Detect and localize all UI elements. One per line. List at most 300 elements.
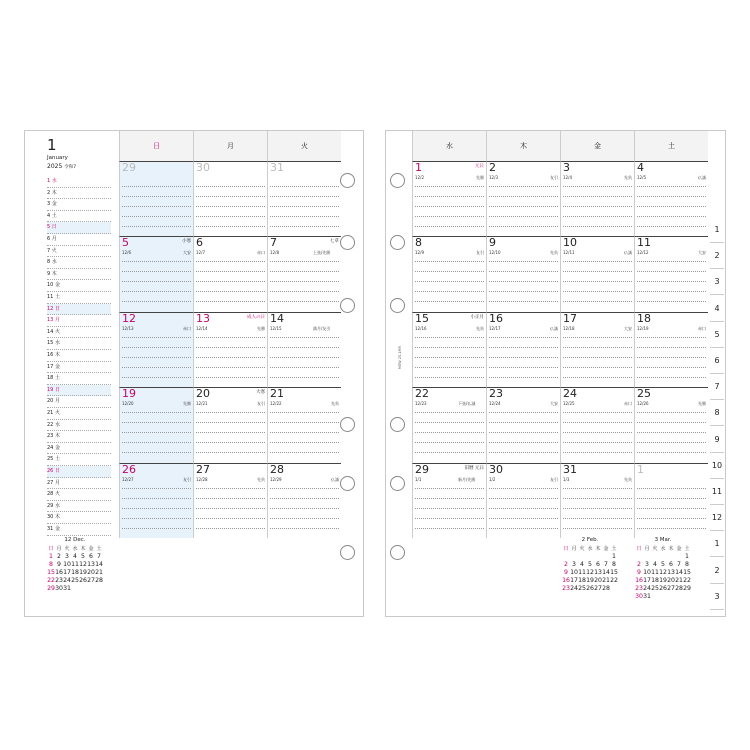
ruled-line xyxy=(489,206,558,207)
day-list-item: 28 火 xyxy=(47,489,111,501)
month-tab[interactable]: 2 xyxy=(710,243,724,269)
mini-calendar-weekday: 火 xyxy=(64,546,70,552)
ruled-line xyxy=(122,432,191,433)
mini-calendar-day: 20 xyxy=(87,569,95,576)
ruled-line xyxy=(122,518,191,519)
day-list-item: 13 月 xyxy=(47,315,111,327)
ruled-line xyxy=(563,206,632,207)
lunar-date: 12/10 xyxy=(489,250,501,256)
ruled-line xyxy=(270,271,339,272)
ruled-line xyxy=(122,528,191,529)
mini-calendar-weekday: 木 xyxy=(668,546,674,552)
ruled-line xyxy=(637,337,706,338)
day-cell[interactable] xyxy=(560,312,634,387)
ruled-line xyxy=(415,216,484,217)
mini-calendar-day: 17 xyxy=(570,577,578,584)
rokuyo-label: 先負 xyxy=(257,476,265,482)
mini-calendar-day: 7 xyxy=(677,561,681,568)
ruled-line xyxy=(196,498,265,499)
day-list-item: 20 月 xyxy=(47,396,111,408)
mini-calendar-weekday: 日 xyxy=(48,546,54,552)
lunar-date: 12/29 xyxy=(270,476,282,482)
binder-hole xyxy=(340,417,355,432)
lunar-date: 12/9 xyxy=(415,250,424,256)
ruled-line xyxy=(122,271,191,272)
day-list-item: 23 木 xyxy=(47,431,111,443)
day-number: 8 xyxy=(415,236,422,250)
ruled-line xyxy=(122,347,191,348)
month-tab[interactable]: 6 xyxy=(710,348,724,374)
day-cell[interactable] xyxy=(119,463,193,538)
day-cell[interactable] xyxy=(267,387,341,462)
lunar-date: 12/20 xyxy=(122,401,134,407)
day-cell[interactable] xyxy=(267,312,341,387)
mini-calendar-day: 9 xyxy=(564,569,568,576)
lunar-date: 12/19 xyxy=(637,325,649,331)
day-cell[interactable] xyxy=(119,312,193,387)
lunar-date: 12/21 xyxy=(196,401,208,407)
mini-calendar-day: 20 xyxy=(594,577,602,584)
ruled-line xyxy=(196,412,265,413)
mini-calendar-title: 3 Mar. xyxy=(654,537,672,543)
day-number: 29 xyxy=(415,462,429,476)
mini-calendar-weekday: 木 xyxy=(595,546,601,552)
mini-calendar-day: 1 xyxy=(612,553,616,560)
day-cell[interactable] xyxy=(119,161,193,236)
mini-calendar-day: 10 xyxy=(570,569,578,576)
mini-calendar-day: 6 xyxy=(89,553,93,560)
mini-calendar-day: 24 xyxy=(63,577,71,584)
mini-calendar-day xyxy=(667,553,675,561)
mini-calendar-weekday: 月 xyxy=(644,546,650,552)
day-list-item: 1 水 xyxy=(47,176,111,188)
mini-calendar-day: 19 xyxy=(79,569,87,576)
day-cell[interactable] xyxy=(486,236,560,311)
ruled-line xyxy=(122,291,191,292)
day-cell[interactable] xyxy=(193,161,267,236)
day-number: 30 xyxy=(489,462,503,476)
ruled-line xyxy=(270,291,339,292)
day-cell[interactable] xyxy=(560,387,634,462)
day-cell[interactable] xyxy=(267,161,341,236)
ruled-line xyxy=(415,196,484,197)
day-number: 3 xyxy=(563,161,570,174)
ruled-line xyxy=(270,357,339,358)
day-cell[interactable] xyxy=(560,236,634,311)
rokuyo-label: 友引 xyxy=(550,175,558,180)
ruled-line xyxy=(415,367,484,368)
ruled-line xyxy=(489,216,558,217)
ruled-line xyxy=(196,271,265,272)
day-cell[interactable] xyxy=(486,312,560,387)
rokuyo-label: 先勝 xyxy=(698,401,706,407)
day-cell[interactable] xyxy=(412,387,486,462)
ruled-line xyxy=(270,216,339,217)
day-number: 26 xyxy=(122,462,136,476)
rokuyo-label: 大安 xyxy=(624,325,632,331)
month-tab[interactable]: 1 xyxy=(710,217,724,243)
lunar-date: 12/11 xyxy=(563,250,575,256)
mini-calendar-day: 27 xyxy=(667,585,675,592)
mini-calendar-weekday: 水 xyxy=(587,546,593,552)
rokuyo-label: 仏滅 xyxy=(624,250,632,256)
ruled-line xyxy=(415,337,484,338)
mini-calendar-day: 31 xyxy=(63,585,71,592)
ruled-line xyxy=(637,186,706,187)
mini-calendar-week xyxy=(47,569,103,577)
mini-calendar-day xyxy=(635,553,643,561)
mini-calendar-weekday: 月 xyxy=(56,546,62,552)
day-list-item: 11 土 xyxy=(47,292,111,304)
day-cell[interactable] xyxy=(634,312,708,387)
day-list-item: 3 金 xyxy=(47,199,111,211)
ruled-line xyxy=(270,206,339,207)
month-tab[interactable]: 2 xyxy=(710,558,724,584)
rokuyo-label: 先勝 xyxy=(476,175,484,180)
ruled-line xyxy=(563,367,632,368)
ruled-line xyxy=(637,508,706,509)
day-cell[interactable] xyxy=(267,236,341,311)
ruled-line xyxy=(637,216,706,217)
mini-calendar-day: 2 xyxy=(564,561,568,568)
month-tab[interactable]: 3 xyxy=(710,584,724,610)
ruled-line xyxy=(122,186,191,187)
mini-calendar-day: 20 xyxy=(667,577,675,584)
mini-calendar-day: 18 xyxy=(71,569,79,576)
ruled-line xyxy=(122,498,191,499)
left-planner-page xyxy=(24,130,364,617)
moon-phase-label: 上弦/先勝 xyxy=(313,250,331,256)
ruled-line xyxy=(196,216,265,217)
ruled-line xyxy=(489,528,558,529)
moon-phase-label: 下弦/仏滅 xyxy=(458,401,476,407)
ruled-line xyxy=(563,186,632,187)
ruled-line xyxy=(563,281,632,282)
ruled-line xyxy=(563,291,632,292)
day-cell[interactable] xyxy=(634,161,708,236)
ruled-line xyxy=(637,301,706,302)
day-number: 1 xyxy=(415,161,422,174)
binder-hole xyxy=(390,298,405,313)
ruled-line xyxy=(415,508,484,509)
month-tab[interactable]: 3 xyxy=(710,269,724,295)
mini-calendar-day: 29 xyxy=(47,585,55,592)
ruled-line xyxy=(415,206,484,207)
mini-calendar-day: 24 xyxy=(643,585,651,592)
ruled-line xyxy=(563,442,632,443)
day-number: 19 xyxy=(122,387,136,401)
mini-calendar-week xyxy=(635,593,691,601)
day-number: 7 xyxy=(270,236,277,250)
mini-calendar-day: 25 xyxy=(651,585,659,592)
day-cell[interactable] xyxy=(412,312,486,387)
ruled-line xyxy=(122,377,191,378)
rokuyo-label: 先負 xyxy=(550,250,558,256)
day-list-item: 8 水 xyxy=(47,257,111,269)
mini-calendar-day: 15 xyxy=(683,569,691,576)
mini-calendar-day: 29 xyxy=(683,585,691,592)
lunar-date: 12/12 xyxy=(637,250,649,256)
mini-calendar-day: 22 xyxy=(683,577,691,584)
lunar-date: 12/13 xyxy=(122,325,134,331)
mini-calendar-day: 10 xyxy=(63,561,71,568)
binder-hole xyxy=(340,298,355,313)
mini-calendar-day xyxy=(610,585,618,593)
year: 2025 xyxy=(47,163,63,170)
day-cell[interactable] xyxy=(486,161,560,236)
mini-calendar-day: 30 xyxy=(55,585,63,592)
mini-calendar-weekday: 水 xyxy=(660,546,666,552)
day-number: 14 xyxy=(270,311,284,325)
day-list-item: 26 日 xyxy=(47,466,111,478)
mini-calendar-table xyxy=(562,545,618,593)
ruled-line xyxy=(563,498,632,499)
day-cell[interactable] xyxy=(193,387,267,462)
ruled-line xyxy=(122,508,191,509)
day-list-item: 31 金 xyxy=(47,524,111,536)
mini-calendar-day: 2 xyxy=(637,561,641,568)
binder-hole xyxy=(390,545,405,560)
mini-calendar-week xyxy=(635,569,691,577)
ruled-line xyxy=(196,422,265,423)
mini-calendar-day: 15 xyxy=(610,569,618,576)
mini-calendar-day: 1 xyxy=(49,553,53,560)
mini-calendar-dec xyxy=(47,536,103,593)
mini-calendar-day: 15 xyxy=(47,569,55,576)
ruled-line xyxy=(196,528,265,529)
ruled-line xyxy=(637,498,706,499)
rokuyo-label: 大安 xyxy=(183,250,191,256)
mini-calendar-head xyxy=(47,545,103,553)
mini-calendar-day: 28 xyxy=(95,577,103,584)
day-number: 22 xyxy=(415,387,429,401)
mini-calendar-week xyxy=(47,577,103,585)
mini-calendar-day: 14 xyxy=(95,561,103,568)
ruled-line xyxy=(415,301,484,302)
ruled-line xyxy=(415,281,484,282)
ruled-line xyxy=(563,528,632,529)
month-tab[interactable]: 9 xyxy=(710,427,724,453)
day-cell[interactable] xyxy=(193,463,267,538)
mini-calendar-day: 7 xyxy=(97,553,101,560)
ruled-line xyxy=(415,226,484,227)
mini-calendar-day: 4 xyxy=(653,561,657,568)
day-cell[interactable] xyxy=(412,236,486,311)
mini-calendar-day: 18 xyxy=(578,577,586,584)
rokuyo-label: 友引 xyxy=(257,401,265,407)
rokuyo-label: 赤口 xyxy=(624,401,632,407)
ruled-line xyxy=(637,261,706,262)
ruled-line xyxy=(270,432,339,433)
holiday-label: 小寒 xyxy=(182,239,191,245)
ruled-line xyxy=(637,377,706,378)
ruled-line xyxy=(196,432,265,433)
mini-calendar-day: 27 xyxy=(87,577,95,584)
mini-calendar-day: 25 xyxy=(578,585,586,592)
mini-calendar-day: 21 xyxy=(602,577,610,584)
ruled-line xyxy=(196,518,265,519)
mini-calendar-week xyxy=(47,585,103,593)
mini-calendar-weekday: 金 xyxy=(88,546,94,552)
mini-calendar-day: 28 xyxy=(602,585,610,592)
mini-calendar-weekday: 木 xyxy=(80,546,86,552)
ruled-line xyxy=(270,337,339,338)
weekday-header: 火 xyxy=(267,131,341,161)
mini-calendar-day: 25 xyxy=(71,577,79,584)
month-tab[interactable]: 1 xyxy=(710,531,724,557)
month-tab[interactable]: 8 xyxy=(710,400,724,426)
day-cell[interactable] xyxy=(486,387,560,462)
day-number: 17 xyxy=(563,311,577,325)
day-cell[interactable] xyxy=(412,463,486,538)
lunar-date: 12/4 xyxy=(563,175,572,180)
ruled-line xyxy=(637,528,706,529)
ruled-line xyxy=(489,498,558,499)
ruled-line xyxy=(637,442,706,443)
ruled-line xyxy=(563,488,632,489)
mini-calendar-day: 8 xyxy=(685,561,689,568)
ruled-line xyxy=(489,337,558,338)
day-cell[interactable] xyxy=(193,312,267,387)
mini-calendar-day: 3 xyxy=(572,561,576,568)
day-number: 31 xyxy=(563,462,577,476)
lunar-date: 1/1 xyxy=(415,476,422,482)
ruled-line xyxy=(122,422,191,423)
mini-calendar-day: 9 xyxy=(637,569,641,576)
mini-calendar-day xyxy=(683,593,691,601)
mini-calendar-title: 2 Feb. xyxy=(581,537,599,543)
mini-calendar-week xyxy=(47,553,103,561)
ruled-line xyxy=(489,508,558,509)
mini-calendar-day xyxy=(87,585,95,593)
day-number: 21 xyxy=(270,387,284,401)
mini-calendar-day: 18 xyxy=(651,577,659,584)
mini-calendar-day xyxy=(675,593,683,601)
weekday-header: 木 xyxy=(486,131,560,161)
ruled-line xyxy=(122,226,191,227)
day-list-item: 5 日 xyxy=(47,222,111,234)
ruled-line xyxy=(122,367,191,368)
mini-calendar-day: 28 xyxy=(675,585,683,592)
day-list-item: 6 月 xyxy=(47,234,111,246)
mini-calendar-day: 16 xyxy=(562,577,570,584)
mini-calendar-title: 12 Dec. xyxy=(64,537,86,543)
ruled-line xyxy=(270,452,339,453)
weekday-header: 土 xyxy=(634,131,708,161)
ruled-line xyxy=(489,301,558,302)
right-planner-page xyxy=(385,130,726,617)
rokuyo-label: 仏滅 xyxy=(331,476,339,482)
mini-calendar-mar xyxy=(635,536,691,601)
day-cell[interactable] xyxy=(486,463,560,538)
ruled-line xyxy=(563,216,632,217)
rokuyo-label: 赤口 xyxy=(183,325,191,331)
moon-phase-label: 新月/先勝 xyxy=(458,476,476,482)
day-cell[interactable] xyxy=(634,236,708,311)
month-tab[interactable]: 10 xyxy=(710,453,724,479)
day-list-item: 30 木 xyxy=(47,512,111,524)
ruled-line xyxy=(637,271,706,272)
ruled-line xyxy=(489,432,558,433)
month-tab[interactable]: 5 xyxy=(710,322,724,348)
month-tab[interactable]: 7 xyxy=(710,374,724,400)
mini-calendar-day: 8 xyxy=(612,561,616,568)
mini-calendar-day: 3 xyxy=(65,553,69,560)
day-number: 29 xyxy=(122,161,136,174)
ruled-line xyxy=(122,216,191,217)
day-cell[interactable] xyxy=(119,387,193,462)
day-number: 16 xyxy=(489,311,503,325)
mini-calendar-day: 7 xyxy=(604,561,608,568)
month-tab[interactable]: 12 xyxy=(710,505,724,531)
ruled-line xyxy=(415,452,484,453)
ruled-line xyxy=(563,422,632,423)
mini-calendar-day: 30 xyxy=(635,593,643,600)
ruled-line xyxy=(637,518,706,519)
day-cell[interactable] xyxy=(560,463,634,538)
ruled-line xyxy=(196,452,265,453)
lunar-date: 12/6 xyxy=(122,250,131,256)
ruled-line xyxy=(196,291,265,292)
day-number: 12 xyxy=(122,311,136,325)
month-tab[interactable]: 4 xyxy=(710,296,724,322)
day-list-item: 12 日 xyxy=(47,304,111,316)
day-cell[interactable] xyxy=(119,236,193,311)
weekday-header: 日 xyxy=(119,131,193,161)
day-cell[interactable] xyxy=(267,463,341,538)
ruled-line xyxy=(637,347,706,348)
mini-calendar-weekday: 土 xyxy=(96,546,102,552)
day-list-item: 14 火 xyxy=(47,327,111,339)
ruled-line xyxy=(415,432,484,433)
lunar-date: 1/2 xyxy=(489,476,496,482)
rokuyo-label: 大安 xyxy=(550,401,558,407)
holiday-label: 成人の日 xyxy=(247,314,265,320)
day-cell[interactable] xyxy=(634,387,708,462)
ruled-line xyxy=(563,347,632,348)
ruled-line xyxy=(270,498,339,499)
ruled-line xyxy=(489,281,558,282)
mini-calendar-day xyxy=(562,553,570,561)
month-name: January xyxy=(47,155,68,161)
mini-calendar-day: 3 xyxy=(645,561,649,568)
ruled-line xyxy=(196,301,265,302)
ruled-line xyxy=(563,271,632,272)
day-cell[interactable] xyxy=(560,161,634,236)
mini-calendar-weekday: 火 xyxy=(652,546,658,552)
day-cell[interactable] xyxy=(193,236,267,311)
lunar-date: 12/22 xyxy=(270,401,282,407)
ruled-line xyxy=(563,226,632,227)
mini-calendar-day: 13 xyxy=(667,569,675,576)
lunar-date: 12/7 xyxy=(196,250,205,256)
mini-calendar-day: 2 xyxy=(57,553,61,560)
day-cell[interactable] xyxy=(634,463,708,538)
ruled-line xyxy=(489,518,558,519)
day-cell[interactable] xyxy=(412,161,486,236)
ruled-line xyxy=(270,301,339,302)
mini-calendar-day: 16 xyxy=(55,569,63,576)
day-list-item: 4 土 xyxy=(47,211,111,223)
month-tab[interactable]: 11 xyxy=(710,479,724,505)
rokuyo-label: 先勝 xyxy=(183,401,191,407)
ruled-line xyxy=(637,432,706,433)
ruled-line xyxy=(563,377,632,378)
binder-hole xyxy=(340,173,355,188)
day-list-item: 24 金 xyxy=(47,443,111,455)
binder-hole xyxy=(390,235,405,250)
mini-calendar-day: 10 xyxy=(643,569,651,576)
